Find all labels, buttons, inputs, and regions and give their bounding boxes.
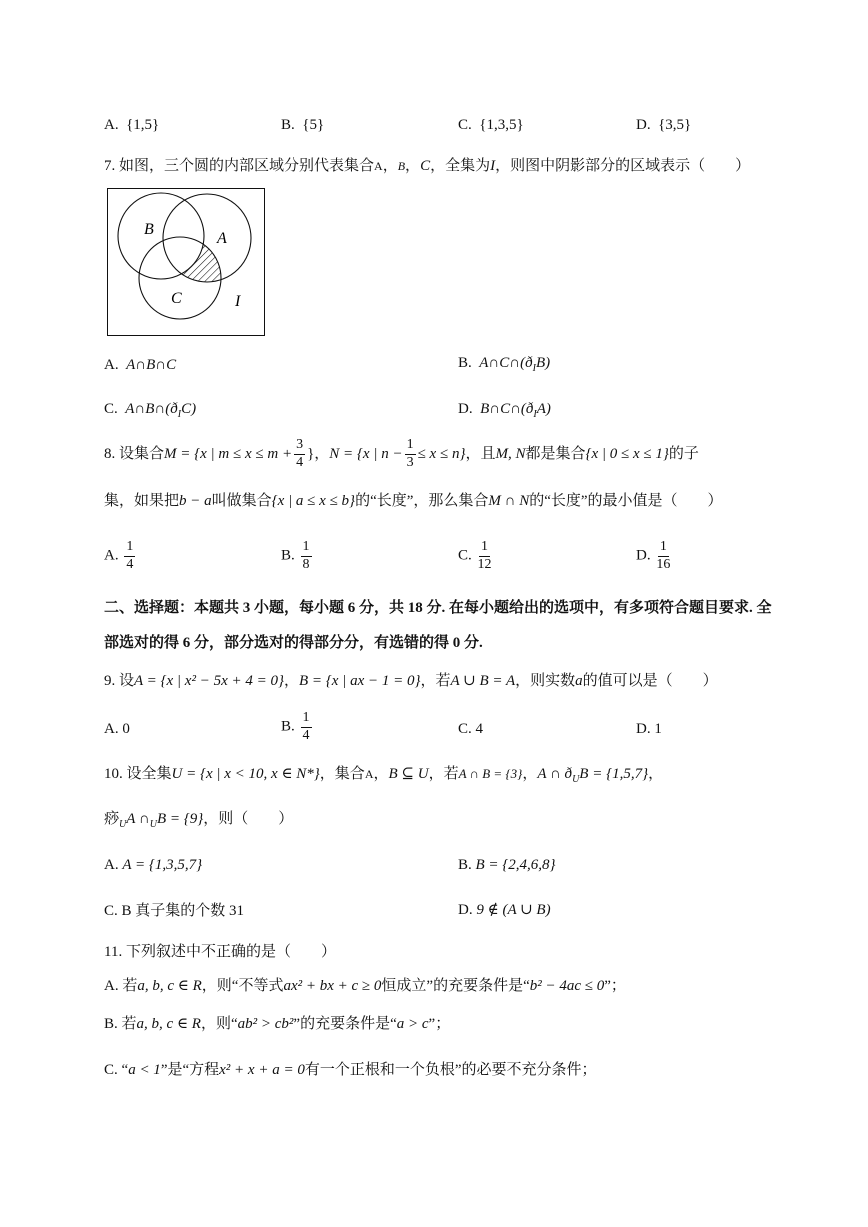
universal-set-definition: U = {x | x < 10, x ∈ N*} — [171, 766, 320, 782]
option-subscript: I — [177, 409, 182, 420]
q10-option-b — [458, 858, 556, 873]
complement-intersection-tail: B = {1,5,7} — [579, 766, 649, 782]
set-a: A — [364, 767, 374, 781]
fraction-denominator: 4 — [302, 727, 310, 743]
option-label: A. — [104, 117, 119, 133]
condition: a < 1 — [128, 1062, 161, 1078]
option-text: A∩C∩(ð — [479, 355, 533, 371]
intersection-condition: A ∩ B = {3} — [458, 766, 523, 781]
fraction-numerator: 1 — [301, 711, 312, 728]
option-text: 0 — [122, 721, 130, 737]
option-fraction — [124, 540, 135, 572]
q10-option-a — [104, 858, 202, 873]
complement-intersection: A ∩ ð — [537, 766, 573, 782]
fraction-denominator: 3 — [406, 455, 414, 471]
fraction-denominator: 8 — [302, 556, 310, 572]
separator: ， — [405, 158, 421, 174]
stem-text: 集，如果把 — [104, 493, 180, 509]
q8-option-d — [636, 540, 672, 572]
q6-option-c — [458, 118, 524, 133]
question-number: 7. — [104, 158, 116, 174]
sets-m-n: M, N — [495, 446, 526, 462]
complement-subscript: U — [149, 819, 157, 830]
option-label: C. — [458, 547, 472, 564]
option-label: B. — [458, 857, 472, 873]
set-c: C — [420, 158, 431, 174]
complement-subscript: U — [119, 819, 127, 830]
q8-stem-line1 — [104, 434, 699, 474]
stem-text: 叫做集合 — [211, 493, 272, 509]
stem-text: 都是集合 — [525, 446, 586, 462]
option-fraction — [301, 540, 312, 572]
intersection-m-n: M ∩ N — [488, 493, 530, 509]
condition: a > c — [396, 1016, 429, 1032]
stem-text: ，则实数 — [515, 673, 576, 689]
q9-stem — [104, 674, 718, 689]
option-text-tail: B) — [535, 355, 551, 371]
q8-option-b — [281, 540, 314, 572]
question-number: 8. — [104, 446, 116, 462]
set-a-b: {x | a ≤ x ≤ b} — [271, 493, 356, 509]
fraction-denominator: 4 — [126, 556, 134, 572]
option-label: D. — [636, 117, 651, 133]
subset-condition: B ⊆ U — [388, 766, 429, 782]
option-label: A. — [104, 357, 119, 373]
option-text: B∩C∩(ð — [480, 401, 534, 417]
set-b: B — [397, 159, 406, 173]
stem-text: ，则（ ） — [203, 811, 294, 827]
set-zero-one: {x | 0 ≤ x ≤ 1} — [585, 446, 669, 462]
fraction-one-third — [405, 438, 416, 470]
option-label: B. — [104, 1016, 118, 1032]
fraction-numerator: 1 — [658, 540, 669, 557]
set-b-definition: B = {x | ax − 1 = 0} — [299, 673, 421, 689]
option-text: B = {2,4,6,8} — [475, 857, 556, 873]
length-expression: b − a — [179, 493, 212, 509]
stem-text: ，全集为 — [430, 158, 491, 174]
inequality: ab² > cb² — [237, 1016, 294, 1032]
option-label: A. — [104, 857, 119, 873]
option-label: C. — [458, 721, 472, 737]
variables: a, b, c ∈ R — [137, 978, 202, 994]
set-m-definition-end: } — [307, 446, 315, 462]
option-label: B. — [458, 355, 472, 371]
set-a: A — [374, 159, 383, 173]
separator: ， — [522, 766, 538, 782]
q7-option-d — [458, 402, 551, 420]
stem-text: 的子 — [668, 446, 699, 462]
q6-option-a — [104, 118, 159, 133]
fraction-denominator: 16 — [656, 556, 671, 572]
q11-option-b — [104, 1017, 450, 1032]
set-a-definition: A = {x | x² − 5x + 4 = 0} — [134, 673, 284, 689]
option-text: {3,5} — [658, 117, 692, 133]
option-text: {1,5} — [126, 117, 160, 133]
fraction-numerator: 3 — [294, 438, 305, 455]
q6-option-b — [281, 118, 324, 133]
option-fraction — [478, 540, 492, 572]
option-text: 4 — [475, 721, 484, 737]
question-number: 10. — [104, 766, 123, 782]
union-condition: A ∪ B = A — [450, 673, 516, 689]
fraction-denominator: 4 — [296, 455, 304, 471]
universal-set: I — [490, 158, 496, 174]
option-text: ”； — [428, 1016, 451, 1032]
option-label: C. — [104, 903, 118, 919]
venn-label-c: C — [171, 290, 182, 307]
option-text: ”； — [604, 978, 626, 994]
equation: x² + x + a = 0 — [219, 1062, 305, 1078]
separator: ， — [382, 158, 398, 174]
separator: ， — [314, 446, 330, 462]
option-label: D. — [636, 721, 651, 737]
q11-option-c — [104, 1063, 597, 1078]
option-label: C. — [458, 117, 472, 133]
stem-text: 设集合 — [119, 446, 165, 462]
fraction-three-quarters — [294, 438, 305, 470]
option-text: ，则“ — [200, 1016, 238, 1032]
option-label: B. — [281, 117, 295, 133]
stem-text: 的值可以是（ ） — [582, 673, 718, 689]
stem-text: 设 — [119, 673, 135, 689]
stem-text: 的“长度”的最小值是（ ） — [529, 493, 723, 509]
stem-text: ，集合 — [319, 766, 365, 782]
variable-a: a — [575, 673, 583, 689]
inequality: ax² + bx + c ≥ 0 — [283, 978, 382, 994]
complement-symbols: 痧 — [104, 811, 120, 827]
complement-expression: A ∩ — [126, 811, 150, 827]
option-text: {1,3,5} — [479, 117, 524, 133]
q8-stem-line2 — [104, 494, 723, 509]
option-text: {5} — [302, 117, 325, 133]
option-text-tail: A) — [536, 401, 551, 417]
complement-subscript: U — [572, 774, 580, 785]
variables: a, b, c ∈ R — [136, 1016, 201, 1032]
q11-stem — [104, 945, 336, 960]
question-number: 11. — [104, 944, 123, 960]
option-text: “ — [121, 1062, 129, 1078]
section-2-heading-line2: 部选对的得 6 分，部分选对的得部分分，有选错的得 0 分. — [104, 635, 483, 651]
condition: b² − 4ac ≤ 0 — [529, 978, 605, 994]
option-text: 恒成立”的充要条件是“ — [381, 978, 530, 994]
q8-option-a — [104, 540, 137, 572]
stem-text: ，则图中阴影部分的区域表示（ ） — [495, 158, 751, 174]
option-label: B. — [281, 547, 295, 564]
stem-text: 下列叙述中不正确的是（ ） — [125, 944, 336, 960]
stem-text: ，且 — [465, 446, 496, 462]
option-text: B 真子集的个数 31 — [121, 903, 245, 919]
stem-text: 的“长度”，那么集合 — [355, 493, 489, 509]
separator: ， — [648, 766, 664, 782]
q10-stem-line2 — [104, 812, 293, 830]
fraction-numerator: 1 — [479, 540, 490, 557]
option-text: A∩B∩(ð — [125, 401, 178, 417]
option-text: 1 — [654, 721, 662, 737]
option-label: D. — [636, 547, 651, 564]
question-number: 9. — [104, 673, 116, 689]
section-2-heading-line1: 二、选择题：本题共 3 小题，每小题 6 分，共 18 分. 在每小题给出的选项中，有多项符合题目要求. 全 — [104, 600, 772, 616]
option-label: C. — [104, 401, 118, 417]
q7-stem — [104, 159, 750, 174]
q8-option-c — [458, 540, 494, 572]
option-text: ”是“方程 — [160, 1062, 220, 1078]
complement-expression-tail: B = {9} — [156, 811, 204, 827]
fraction-numerator: 1 — [124, 540, 135, 557]
separator: ， — [373, 766, 389, 782]
q9-option-a — [104, 722, 130, 737]
option-subscript: I — [532, 363, 536, 374]
q7-option-c — [104, 402, 196, 420]
q7-option-a — [104, 358, 176, 373]
venn-label-b: B — [144, 221, 154, 238]
option-text: ”的充要条件是“ — [293, 1016, 397, 1032]
option-text: A∩B∩C — [126, 357, 177, 373]
option-label: A. — [104, 721, 119, 737]
set-n-definition-end: ≤ x ≤ n} — [417, 446, 466, 462]
option-label: C. — [104, 1062, 118, 1078]
option-text: 若 — [122, 978, 138, 994]
circle-b — [118, 193, 204, 279]
option-text-tail: C) — [181, 401, 197, 417]
q7-option-b — [458, 356, 550, 374]
stem-text: ，若 — [420, 673, 451, 689]
q11-option-a — [104, 979, 626, 994]
option-label: B. — [281, 718, 295, 735]
option-label: A. — [104, 547, 119, 564]
q10-option-c — [104, 904, 244, 919]
option-text: 9 ∉ (A ∪ B) — [476, 902, 551, 918]
set-m-definition: M = {x | m ≤ x ≤ m + — [164, 446, 293, 462]
venn-label-i: I — [235, 293, 241, 310]
venn-diagram — [107, 188, 265, 336]
option-label: D. — [458, 902, 473, 918]
fraction-numerator: 1 — [405, 438, 416, 455]
stem-text: ，若 — [428, 766, 459, 782]
option-text: 若 — [121, 1016, 137, 1032]
set-n-definition: N = {x | n − — [329, 446, 403, 462]
option-text: 有一个正根和一个负根”的必要不充分条件； — [304, 1062, 597, 1078]
q10-option-d — [458, 903, 551, 918]
venn-label-a: A — [217, 230, 227, 247]
fraction-denominator: 12 — [477, 556, 492, 572]
option-label: D. — [458, 401, 473, 417]
fraction-numerator: 1 — [301, 540, 312, 557]
option-text: A = {1,3,5,7} — [122, 857, 203, 873]
option-fraction — [301, 711, 312, 743]
option-fraction — [656, 540, 670, 572]
q10-stem-line1 — [104, 767, 663, 785]
q9-option-b — [281, 711, 314, 743]
q9-option-c — [458, 722, 483, 737]
stem-text: 如图，三个圆的内部区域分别代表集合 — [119, 158, 375, 174]
stem-text: 设全集 — [126, 766, 172, 782]
separator: ， — [284, 673, 300, 689]
option-subscript: I — [533, 409, 537, 420]
q6-option-d — [636, 118, 691, 133]
option-text: ，则“不等式 — [201, 978, 284, 994]
option-label: A. — [104, 978, 119, 994]
q9-option-d — [636, 722, 662, 737]
